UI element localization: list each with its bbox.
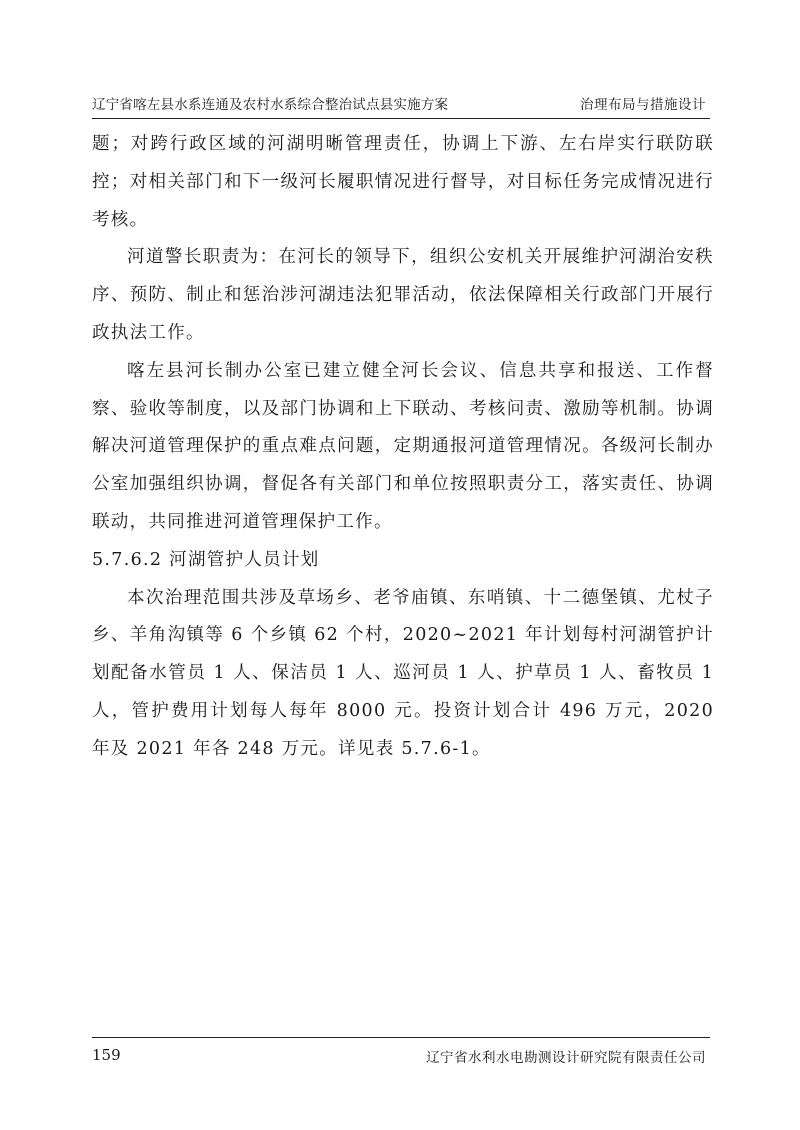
page-footer: [92, 1037, 710, 1068]
page-content: [92, 126, 714, 769]
page-number: 159: [92, 1046, 121, 1064]
page-header: [92, 94, 710, 119]
paragraph-river-police-duties: 河道警长职责为：在河长的领导下，组织公安机关开展维护河湖治安秩序、预防、制止和惩治涉河湖违法犯罪活动，依法保障相关行政部门开展行政执法工作。: [92, 247, 714, 343]
chapter-title: 治理布局与措施设计: [580, 97, 706, 113]
paragraph-staffing-plan: 本次治理范围共涉及草场乡、老爷庙镇、东哨镇、十二德堡镇、尤杖子乡、羊角沟镇等 6 个乡镇 62 个村，2020~2021 年计划每村河湖管护计划配备水管员 1 人、保洁员 1 人、巡河员 1 人、护草员 1 人、畜牧员 1 人，管护费用计划每人每年 8000 元。投资计划合计 496 万元，2020 年及 2021 年各 248 万元。详见表 5.7.6-1。: [92, 587, 714, 759]
organization-name: 辽宁省水利水电勘测设计研究院有限责任公司: [426, 1050, 706, 1066]
section-heading: 5.7.6.2 河湖管护人员计划: [92, 549, 320, 570]
paragraph-continued: 题；对跨行政区域的河湖明晰管理责任，协调上下游、左右岸实行联防联控；对相关部门和下一级河长履职情况进行督导，对目标任务完成情况进行考核。: [92, 134, 714, 230]
paragraph-river-chief-office: 喀左县河长制办公室已建立健全河长会议、信息共享和报送、工作督察、验收等制度，以及部门协调和上下联动、考核问责、激励等机制。协调解决河道管理保护的重点难点问题，定期通报河道管理情况。各级河长制办公室加强组织协调，督促各有关部门和单位按照职责分工，落实责任、协调联动，共同推进河道管理保护工作。: [92, 360, 714, 532]
document-title: 辽宁省喀左县水系连通及农村水系综合整治试点县实施方案: [92, 97, 449, 113]
